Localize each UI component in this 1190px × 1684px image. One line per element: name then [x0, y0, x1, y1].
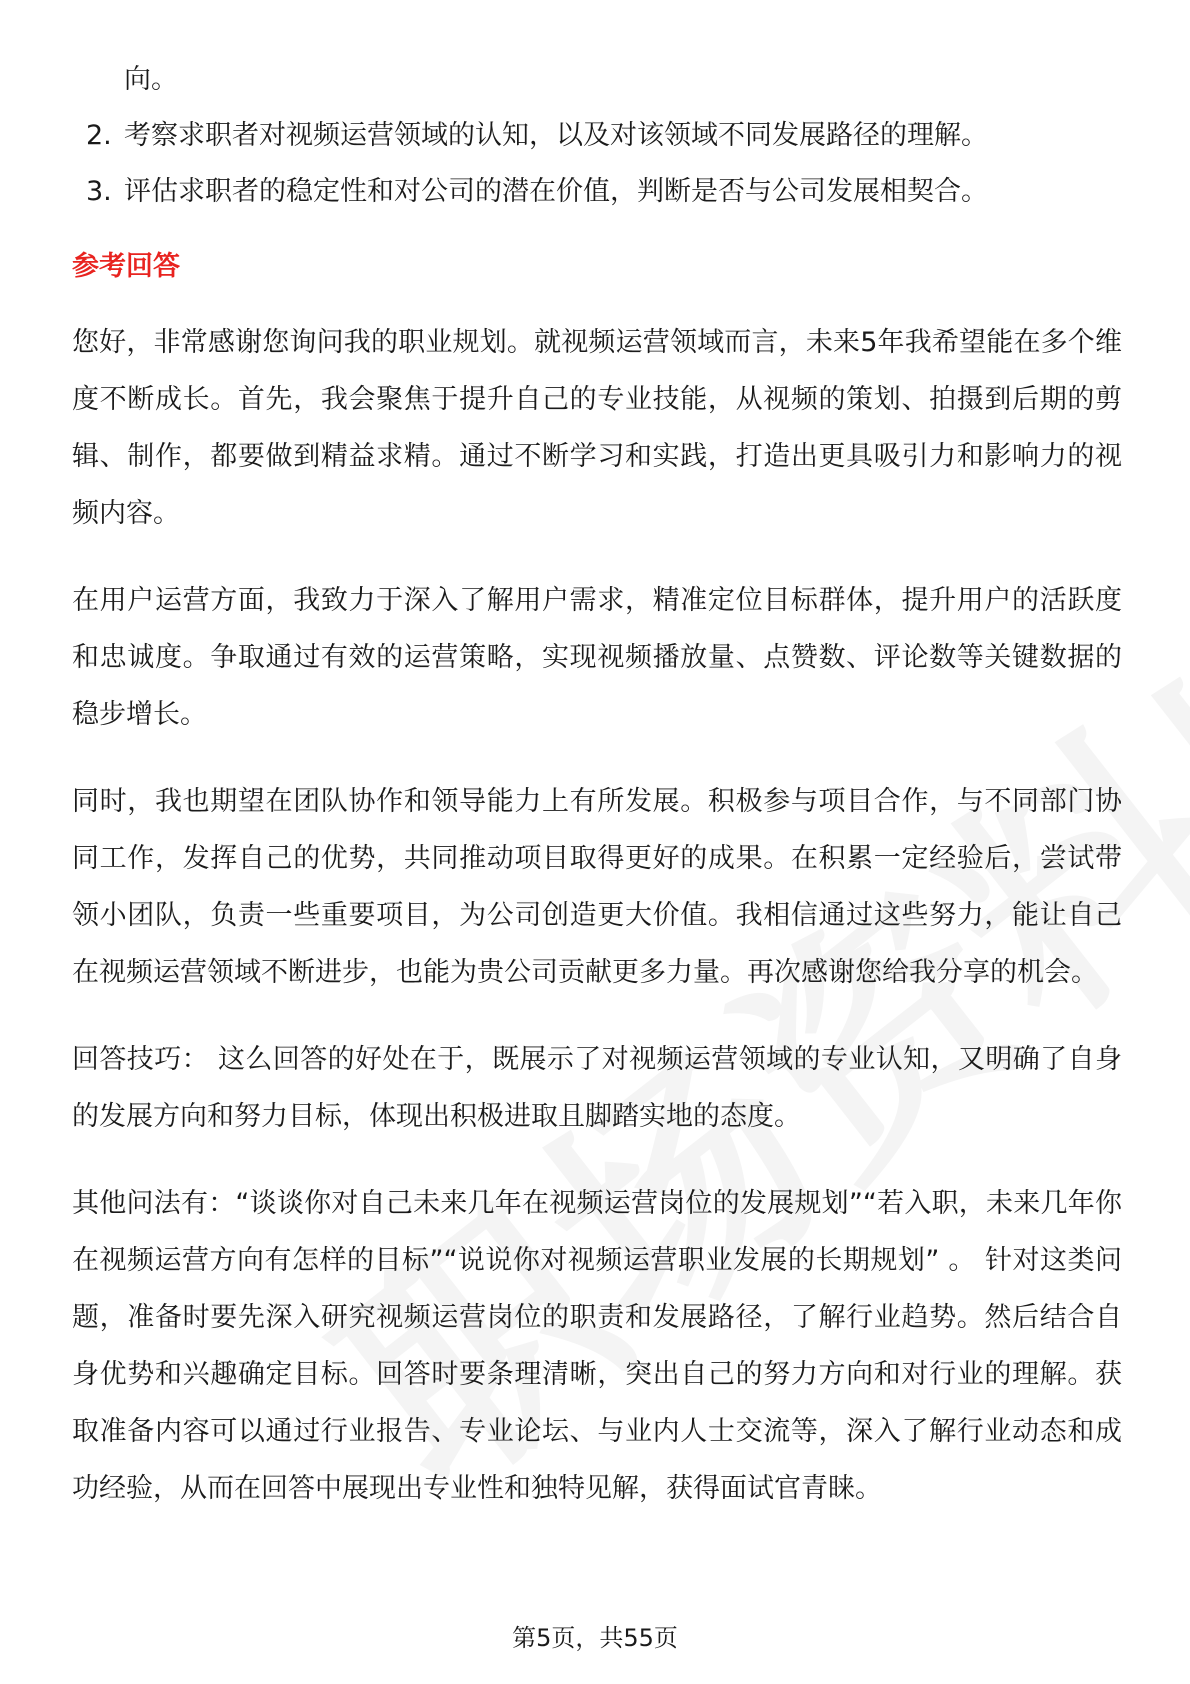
- answer-paragraph: 同时，我也期望在团队协作和领导能力上有所发展。积极参与项目合作，与不同部门协同工作，发挥自己的优势，共同推动项目取得更好的成果。在积累一定经验后，尝试带领小团队，负责一些重要项目，为公司创造更大价值。我相信通过这些努力，能让自己在视频运营领域不断进步，也能为贵公司贡献更多力量。再次感谢您给我分享的机会。: [72, 786, 1122, 988]
- list-item-text: 评估求职者的稳定性和对公司的潜在价值，判断是否与公司发展相契合。: [124, 176, 988, 207]
- list-item: [72, 108, 1122, 164]
- list-item-number: 3.: [86, 176, 112, 207]
- answer-tips-paragraph: 回答技巧： 这么回答的好处在于，既展示了对视频运营领域的专业认知，又明确了自身的发展方向和努力目标，体现出积极进取且脚踏实地的态度。: [72, 1044, 1122, 1132]
- answer-paragraph: 您好，非常感谢您询问我的职业规划。就视频运营领域而言，未来5年我希望能在多个维度不断成长。首先，我会聚焦于提升自己的专业技能，从视频的策划、拍摄到后期的剪辑、制作，都要做到精益求精。通过不断学习和实践，打造出更具吸引力和影响力的视频内容。: [72, 327, 1122, 529]
- page-content: [72, 52, 1122, 1547]
- numbered-list: [72, 108, 1122, 220]
- section-heading: 参考回答: [72, 251, 180, 282]
- list-item-text: 考察求职者对视频运营领域的认知，以及对该领域不同发展路径的理解。: [124, 120, 988, 151]
- answer-paragraph: 在用户运营方面，我致力于深入了解用户需求，精准定位目标群体，提升用户的活跃度和忠诚度。争取通过有效的运营策略，实现视频播放量、点赞数、评论数等关键数据的稳步增长。: [72, 585, 1122, 730]
- other-questions-paragraph: 其他问法有：“谈谈你对自己未来几年在视频运营岗位的发展规划”“若入职，未来几年你在视频运营方向有怎样的目标”“说说你对视频运营职业发展的长期规划” 。 针对这类问题，准备时要先深入研究视频运营岗位的职责和发展路径，了解行业趋势。然后结合自身优势和兴趣确定目标。回答时要条理清晰，突出自己的努力方向和对行业的理解。获取准备内容可以通过行业报告、专业论坛、与业内人士交流等，深入了解行业动态和成功经验，从而在回答中展现出专业性和独特见解，获得面试官青睐。: [72, 1188, 1122, 1504]
- list-item-number: 2.: [86, 120, 112, 151]
- page-number: 第5页，共55页: [512, 1624, 678, 1652]
- list-item: [72, 164, 1122, 220]
- continued-list-text: 向。: [124, 64, 178, 95]
